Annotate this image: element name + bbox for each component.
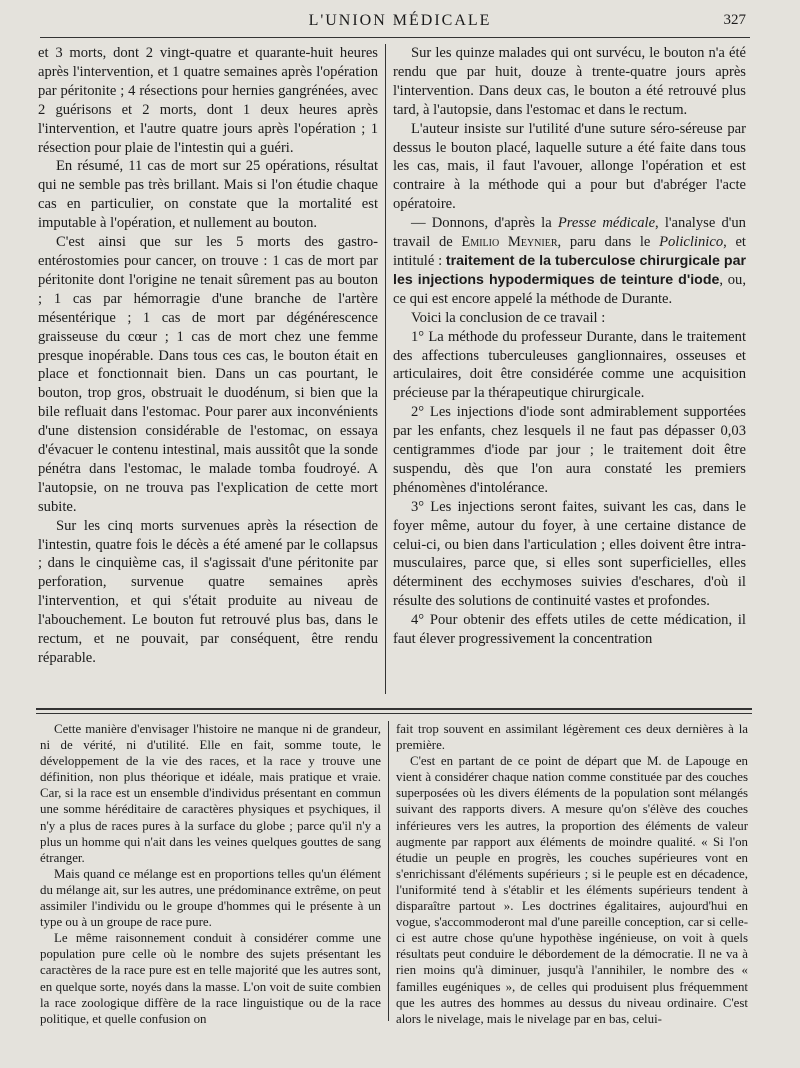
lower-right-column: [396, 721, 748, 1027]
conclusion-item: 4° Pour obtenir des effets utiles de cette médication, il faut élever progressivement la concentration: [393, 612, 746, 648]
running-head: [40, 6, 760, 34]
conclusion-item: 3° Les injections seront faites, suivant les cas, dans le foyer même, autour du foyer, à une certaine distance de celui-ci, ou bien dans l'articulation ; elles doivent être intra-musculaires, parce que, si elles sont superficielles, elles déterminent des ecchymoses suivies d'eschares, d'où il résulte des solutions de continuité vastes et profondes.: [393, 498, 746, 610]
text-run: — Donnons, d'après la: [411, 215, 558, 232]
paragraph: et 3 morts, dont 2 vingt-quatre et quarante-huit heures après l'intervention, et 1 quatre semaines après l'opération par péritonite ; 4 résections pour hernies gangrénées, avec 2 guérisons et 2 morts, dont 1 deux heures après l'intervention, et l'autre quatre jours après l'opération ; 1 résection pour plaie de l'intestin qui a guéri.: [38, 45, 378, 156]
feuilleton-rule-top: [36, 708, 752, 710]
article-title: traitement de la tuberculose chirurgicale par les injections hypodermiques de teinture d'iode: [393, 252, 747, 288]
paragraph: Mais quand ce mélange est en proportions telles qu'un élément du mélange ait, sur les autres, une prédominance extrême, on peut assimiler l'individu ou le groupe d'hommes qui le présente à un type ou à un groupe de race pure.: [40, 866, 381, 930]
text-run: , l'analyse d'un travail de: [393, 215, 746, 251]
lower-left-column: [40, 721, 381, 1027]
paragraph: Le même raisonnement conduit à considérer comme une population pure celle où le nombre des sujets présentant les caractères de la race pure est en telle majorité que les autres sont, en quelque sorte, noyés dans la masse. L'on voit de suite combien la race zoologique diffère de la race linguistique ou de la race politique, et quelle confusion on: [40, 931, 381, 1026]
page-number: 327: [723, 12, 746, 28]
paragraph: C'est en partant de ce point de départ que M. de Lapouge en vient à considérer chaque nation comme constituée par des couches superposées où les divers éléments de la population sont mélangés suivant des rapports divers. A mesure qu'on s'élève des couches inférieures vers les autres, la proportion des éléments de valeur augmente par rapport aux éléments de moindre qualité. « Si l'on étudie un peuple en progrès, les couches supérieures vont en s'enrichissant d'éléments supérieurs ; si le peuple est en décadence, l'uniformité tend à s'établir et les éléments supérieurs tendent à disparaître partout ». Les doctrines égalitaires, aujourd'hui en vogue, s'accommoderont mal d'une pareille conception, car si celle-ci est autre chose qu'une hypothèse ingénieuse, on voit à quels résultats peut conduire le débordement de la démocratie. Il ne va à rien moins qu'à diminuer, jusqu'à l'annihiler, le nombre des « familles eugéniques », de celles qui produisent plus fréquemment que les autres des hommes au dessus du niveau ordinaire. C'est alors le nivelage, mais le nivelage par en bas, celui-: [396, 754, 748, 1026]
author-name: Emilio Meynier: [461, 234, 558, 251]
journal-name: Policlinico: [659, 234, 724, 251]
feuilleton-rule-bottom: [36, 713, 752, 714]
text-run: , ou, ce qui est encore appelé la méthode de Durante.: [393, 271, 746, 307]
text-run: , et intitulé :: [393, 234, 746, 269]
paragraph: Sur les cinq morts survenues après la résection de l'intestin, quatre fois le décès a été amené par le collapsus ; dans le cinquième cas, il s'agissait d'une péritonite par perforation, survenue quatre semaines après l'intervention, et qui s'était produite au niveau de l'abouchement. Le bouton fut retrouvé plus bas, dans le rectum, et ne pouvait, par conséquent, être rendu réparable.: [38, 517, 378, 666]
journal-name: Presse médicale: [557, 215, 656, 232]
paragraph: Cette manière d'envisager l'histoire ne manque ni de grandeur, ni de vérité, ni d'utilité. Elle en fait, somme toute, le développement de la vie des races, et la race y trouve une définition, non plus théorique et idéale, mais pratique et vraie. Car, si la race est un ensemble d'individus présentant en commun une somme héréditaire de caractères physiques et psychiques, il n'y a plus de races pures à la surface du globe ; parce qu'il n'y a plus un homme qui n'ait dans les veines quelques gouttes de sang étranger.: [40, 722, 381, 865]
paragraph: Sur les quinze malades qui ont survécu, le bouton n'a été rendu que par huit, douze à trente-quatre jours après l'intervention. Dans deux cas, le bouton a été retrouvé plus tard, à l'autopsie, dans l'estomac et dans le rectum.: [393, 45, 746, 118]
column-divider: [385, 44, 386, 694]
paragraph: fait trop souvent en assimilant légèrement ces deux dernières à la première.: [396, 722, 748, 753]
upper-left-column: [38, 44, 378, 668]
conclusion-item: 1° La méthode du professeur Durante, dans le traitement des affections tuberculeuses ganglionnaires, osseuses et articulaires, doit être considérée comme une acquisition précieuse par la thérapeutique chirurgicale.: [393, 328, 746, 402]
header-rule: [40, 37, 750, 38]
conclusion-item: 2° Les injections d'iode sont admirablement supportées par les enfants, chez lesquels il ne faut pas dépasser 0,03 centigrammes d'iode par jour ; le traitement doit être suspendu, dès que l'on aura constaté les premiers phénomènes d'intolérance.: [393, 404, 746, 496]
paragraph: Voici la conclusion de ce travail :: [411, 309, 606, 326]
paragraph: L'auteur insiste sur l'utilité d'une suture séro-séreuse par dessus le bouton placé, laquelle suture a été faite dans tous les cas, mais, il faut l'avouer, allonge l'opération et est contraire à la méthode qui a pour but d'abréger l'acte opératoire.: [393, 120, 746, 213]
analysis-paragraph: [393, 214, 746, 309]
paragraph: C'est ainsi que sur les 5 morts des gastro-entérostomies pour cancer, on trouve : 1 cas de mort par péritonite dont l'origine ne tenait sûrement pas au bouton ; 1 cas par hémorragie d'une branche de l'artère mésentérique ; 1 cas de mort par dégénérescence graisseuse du cœur ; 1 cas de mort chez une femme presque inopérable. Dans tous ces cas, le bouton était en place et fonctionnait bien. Dans un cas pourtant, le bouton, trop gros, obstruait le duodénum, si bien que la bile refluait dans l'estomac. Pour parer aux inconvénients d'une distension considérable de l'estomac, on essaya d'évacuer le contenu intestinal, mais aussitôt que la sonde pénétra dans l'estomac, le malade tomba foudroyé. A l'autopsie, on ne trouva pas l'explication de cette mort subite.: [38, 234, 378, 515]
journal-title: L'UNION MÉDICALE: [308, 12, 492, 29]
text-run: , paru dans le: [557, 234, 660, 251]
upper-right-column: [393, 44, 746, 649]
paragraph: En résumé, 11 cas de mort sur 25 opérations, résultat qui ne semble pas très brillant. Mais si l'on étudie chaque cas en particulier, on constate que la mortalité est imputable à l'opération, et nullement au bouton.: [38, 158, 378, 232]
column-divider: [388, 721, 389, 1021]
